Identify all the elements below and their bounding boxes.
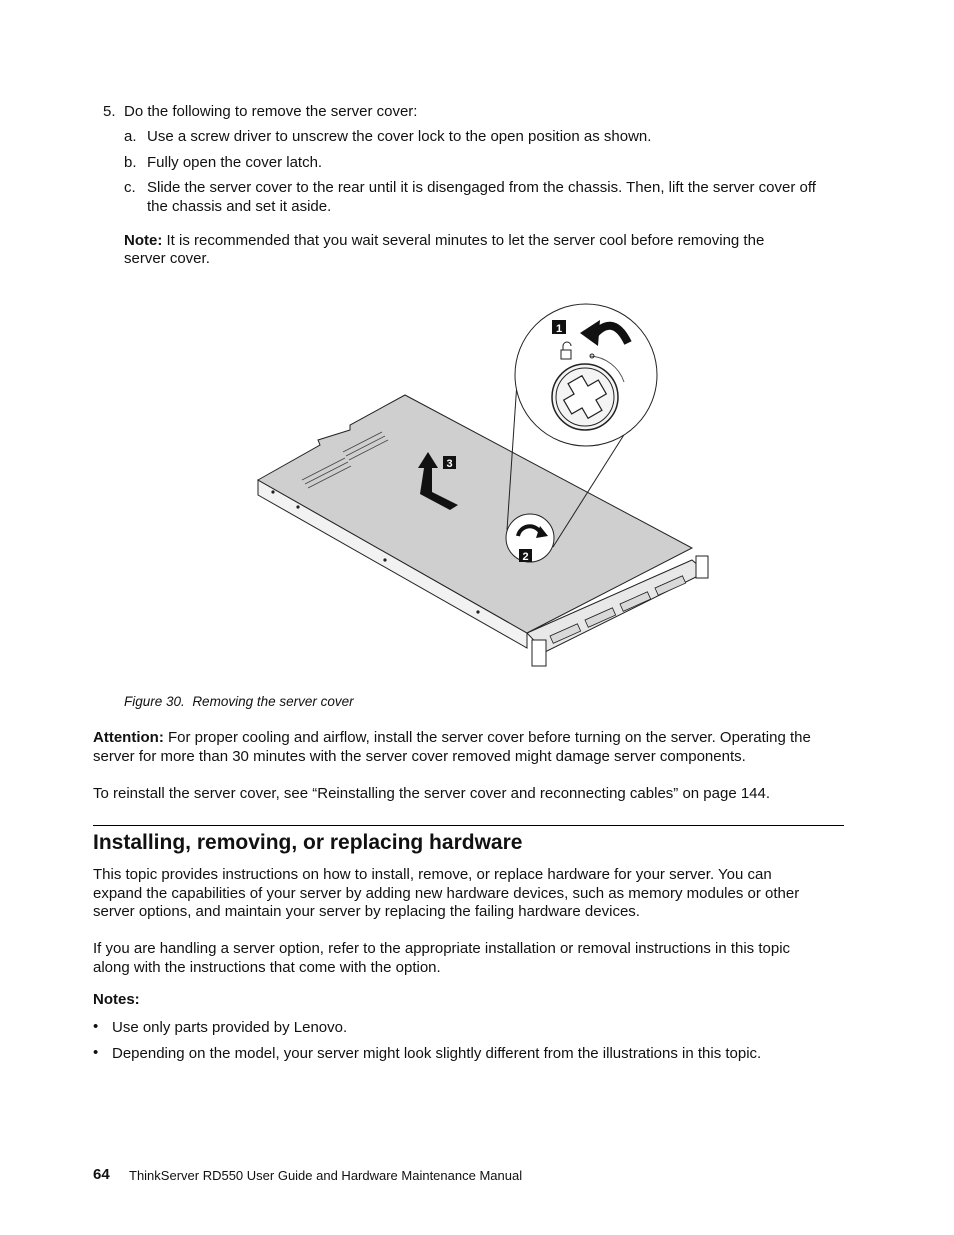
bullet-2-text: Depending on the model, your server might look slightly different from the illustrations in this topic. <box>112 1045 762 1062</box>
callout-3: 3 <box>446 458 453 470</box>
note-line2: server cover. <box>124 250 210 267</box>
server-cover-illustration <box>250 300 720 675</box>
bullet-1-text: Use only parts provided by Lenovo. <box>112 1019 348 1036</box>
notes-label: Notes: <box>93 991 140 1008</box>
reinstall-reference: To reinstall the server cover, see “Reinstalling the server cover and reconnecting cables” on page 144. <box>93 785 771 802</box>
figure-caption-prefix: Figure 30. <box>124 694 185 709</box>
bullet-1-glyph: • <box>93 1018 99 1035</box>
substep-b-text: Fully open the cover latch. <box>147 154 323 171</box>
note-text-1: It is recommended that you wait several minutes to let the server cool before removing the <box>162 232 765 249</box>
figure-caption <box>124 692 354 711</box>
substep-a-text: Use a screw driver to unscrew the cover lock to the open position as shown. <box>147 128 652 145</box>
section-p1-line1: This topic provides instructions on how to install, remove, or replace hardware for your server. You can <box>93 866 772 883</box>
callout-1: 1 <box>555 323 563 335</box>
section-p1-line3: server options, and maintain your server by replacing the failing hardware devices. <box>93 903 640 920</box>
note-label: Note: <box>124 232 163 249</box>
server-chassis <box>258 395 708 666</box>
note-line1 <box>124 231 764 250</box>
callout-2: 2 <box>522 551 529 563</box>
step-number: 5. <box>103 103 116 120</box>
substep-b-label: b. <box>124 154 137 171</box>
section-divider <box>93 825 844 826</box>
figure-caption-text: Removing the server cover <box>192 694 354 709</box>
attention-label: Attention: <box>93 729 164 746</box>
page-number: 64 <box>93 1166 110 1183</box>
section-p2-line1: If you are handling a server option, refer to the appropriate installation or removal instructions in this topic <box>93 940 791 957</box>
substep-c-label: c. <box>124 179 136 196</box>
footer-title: ThinkServer RD550 User Guide and Hardware Maintenance Manual <box>129 1168 523 1183</box>
attention-text-1: For proper cooling and airflow, install the server cover before turning on the server. Operating the <box>163 729 811 746</box>
step-intro: Do the following to remove the server cover: <box>124 103 418 120</box>
substep-c-line1: Slide the server cover to the rear until it is disengaged from the chassis. Then, lift the server cover off <box>147 179 816 196</box>
substep-a-label: a. <box>124 128 137 145</box>
section-title: Installing, removing, or replacing hardware <box>93 831 523 854</box>
section-p1-line2: expand the capabilities of your server by adding new hardware devices, such as memory modules or other <box>93 885 800 902</box>
bullet-2-glyph: • <box>93 1044 99 1061</box>
substep-c-line2: the chassis and set it aside. <box>147 198 332 215</box>
attention-line2: server for more than 30 minutes with the server cover removed might damage server components. <box>93 748 746 765</box>
attention-line1 <box>93 728 811 747</box>
section-p2-line2: along with the instructions that come with the option. <box>93 959 441 976</box>
